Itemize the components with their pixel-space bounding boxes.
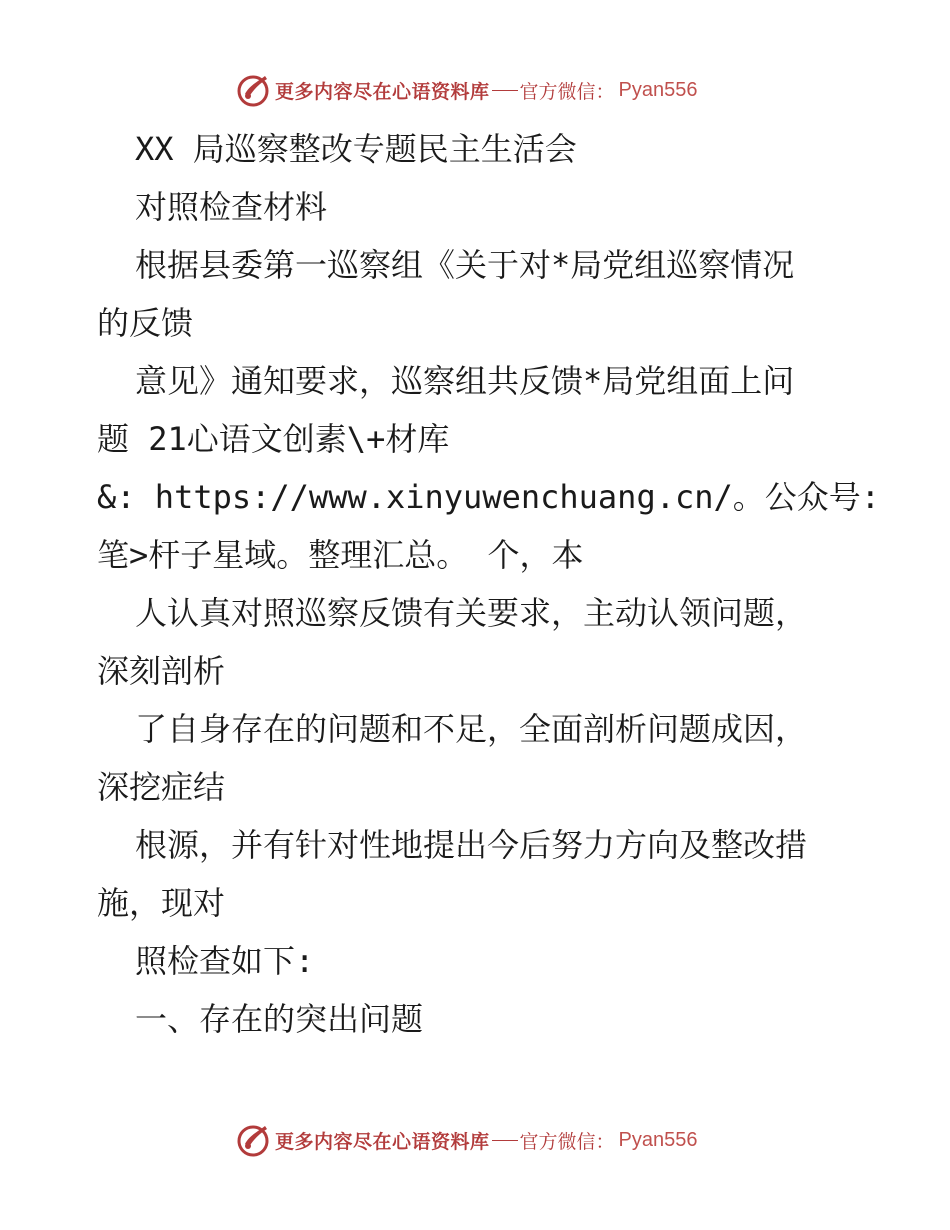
banner-dash — [492, 90, 518, 91]
text-line: &: https://www.xinyuwenchuang.cn/。公众号: — [97, 478, 881, 516]
header-banner — [0, 70, 950, 110]
text-line: 施，现对 — [97, 884, 226, 922]
text-line: 深挖症结 — [97, 768, 226, 806]
text-line: 照检查如下: — [135, 942, 315, 980]
text-line: 笔>杆子星域。整理汇总。 个，本 — [97, 536, 584, 574]
text-line: 题 21心语文创素\+材库 — [97, 420, 450, 458]
text-line: 深刻剖析 — [97, 652, 226, 690]
banner-dash — [492, 1140, 518, 1141]
text-line: 人认真对照巡察反馈有关要求，主动认领问题， — [135, 594, 808, 632]
brush-logo-icon — [235, 1122, 271, 1158]
text-line: 意见》通知要求，巡察组共反馈*局党组面上问 — [135, 362, 795, 400]
banner-inner — [235, 1120, 698, 1160]
banner-wechat-id: Pyan556 — [618, 1128, 698, 1151]
text-line: 根源，并有针对性地提出今后努力方向及整改措 — [135, 826, 808, 864]
banner-title: 更多内容尽在心语资料库 — [275, 1130, 490, 1153]
banner-wechat-label: 官方微信： — [519, 1130, 615, 1153]
footer-banner — [0, 1120, 950, 1160]
banner-title: 更多内容尽在心语资料库 — [275, 80, 490, 103]
text-line: 了自身存在的问题和不足，全面剖析问题成因， — [135, 710, 808, 748]
brush-logo-icon — [235, 72, 271, 108]
text-line: 的反馈 — [97, 304, 194, 342]
text-line: 根据县委第一巡察组《关于对*局党组巡察情况 — [135, 246, 795, 284]
document-body — [97, 120, 881, 1048]
banner-wechat-id: Pyan556 — [618, 78, 698, 101]
text-line: XX 局巡察整改专题民主生活会 — [135, 130, 577, 168]
text-line: 对照检查材料 — [135, 188, 328, 226]
text-line: 一、存在的突出问题 — [135, 1000, 424, 1038]
banner-inner — [235, 70, 698, 110]
banner-wechat-label: 官方微信： — [519, 80, 615, 103]
